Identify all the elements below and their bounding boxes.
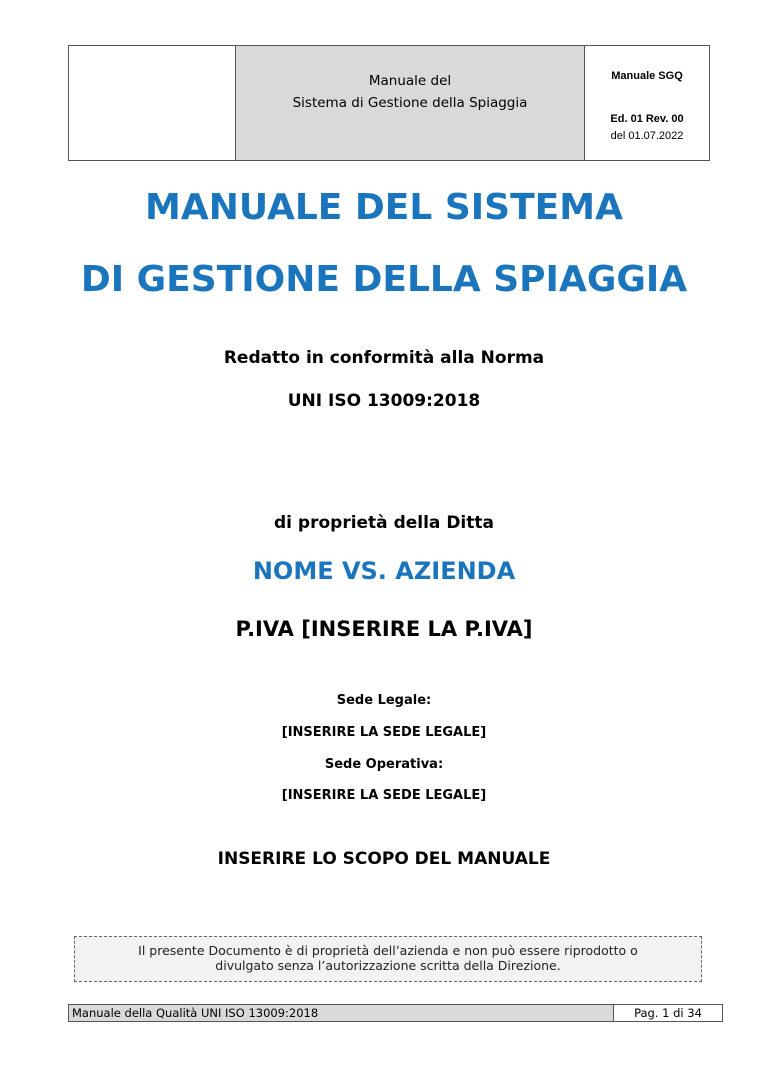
ownership-label: di proprietà della Ditta xyxy=(274,513,494,533)
operative-seat-label: Sede Operativa: xyxy=(324,757,444,772)
footer-doc-title: Manuale della Qualità UNI ISO 13009:2018 xyxy=(69,1005,614,1021)
header-title-line1: Manuale del xyxy=(368,73,452,89)
ownership-notice-box xyxy=(74,936,702,982)
edition-date: del 01.07.2022 xyxy=(610,130,684,142)
header-title-line2: Sistema di Gestione della Spiaggia xyxy=(292,95,528,111)
page-footer xyxy=(68,1004,723,1022)
manual-scope: INSERIRE LO SCOPO DEL MANUALE xyxy=(217,849,551,869)
main-title-line1: MANUALE DEL SISTEMA xyxy=(145,187,623,228)
legal-seat-value: [INSERIRE LA SEDE LEGALE] xyxy=(281,725,487,740)
operative-seat-value: [INSERIRE LA SEDE LEGALE] xyxy=(281,788,487,803)
footer-page-number: Pag. 1 di 34 xyxy=(634,1006,702,1020)
header-title-cell xyxy=(236,46,585,160)
notice-line2: divulgato senza l’autorizzazione scritta della Direzione. xyxy=(215,958,561,973)
compliance-line1: Redatto in conformità alla Norma xyxy=(223,348,545,368)
compliance-standard: UNI ISO 13009:2018 xyxy=(287,391,481,411)
company-name: NOME VS. AZIENDA xyxy=(252,557,516,585)
notice-line1: Il presente Documento è di proprietà dell’azienda e non può essere riprodotto o xyxy=(138,943,638,958)
vat-number: P.IVA [INSERIRE LA P.IVA] xyxy=(235,617,533,641)
header-info-cell xyxy=(585,46,709,160)
document-header-table xyxy=(68,45,710,161)
doc-code: Manuale SGQ xyxy=(611,70,683,82)
legal-seat-label: Sede Legale: xyxy=(336,693,432,708)
main-title-line2: DI GESTIONE DELLA SPIAGGIA xyxy=(80,259,688,300)
logo-placeholder-cell xyxy=(69,46,236,160)
edition-revision: Ed. 01 Rev. 00 xyxy=(610,113,684,125)
